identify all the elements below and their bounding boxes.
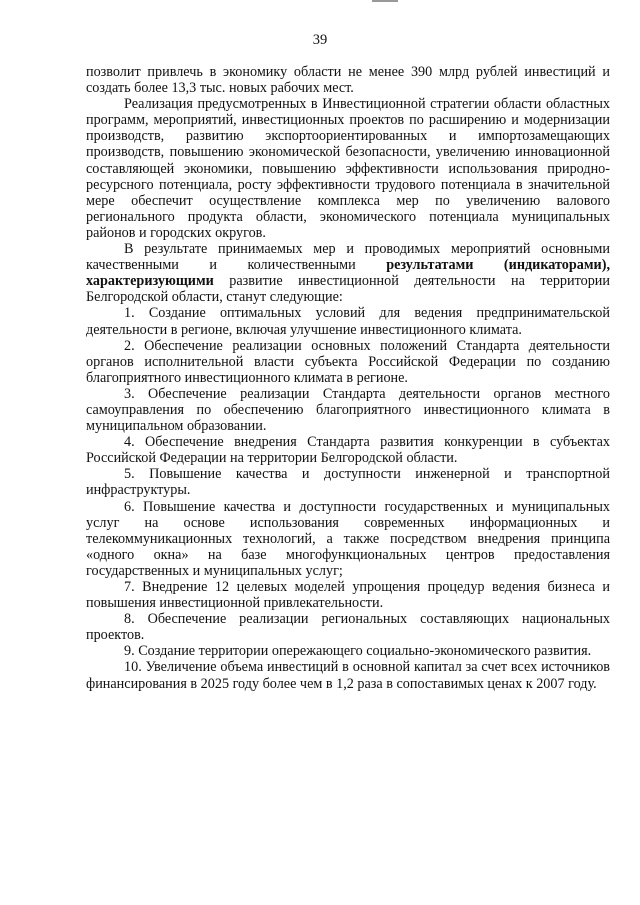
results-intro-tail: развитие инвестиционной деятельности на территории Белгородской области, станут следующие: — [86, 273, 610, 306]
list-item: 7. Внедрение 12 целевых моделей упрощения процедур ведения бизнеса и повышения инвестиционной привлекательности. — [86, 579, 610, 612]
list-item: 5. Повышение качества и доступности инженерной и транспортной инфраструктуры. — [86, 466, 610, 499]
scan-artifact — [372, 0, 398, 2]
list-item: 3. Обеспечение реализации Стандарта деятельности органов местного самоуправления по обеспечению благоприятного инвестиционного климата в муниципальном образовании. — [86, 385, 610, 435]
list-item: 9. Создание территории опережающего социально-экономического развития. — [124, 643, 592, 660]
list-item: 1. Создание оптимальных условий для ведения предпринимательской деятельности в регионе, включая улучшение инвестиционного климата. — [86, 305, 610, 338]
document-body — [86, 64, 610, 692]
paragraph-investment-strategy: Реализация предусмотренных в Инвестиционной стратегии области областных программ, мероприятий, инвестиционных проектов по расширению и модернизации производств, развитию экспортоориентированных и импортозамещающих производств, повышению экономической безопасности, увеличению инновационной составляющей экономики, повышению эффективности использования природно-ресурсного потенциала, росту эффективности трудового потенциала в значительной мере обеспечит осуществление комплекса мер по увеличению валового регионального продукта области, экономического потенциала муниципальных районов и городских округов. — [86, 96, 610, 241]
list-item: 6. Повышение качества и доступности государственных и муниципальных услуг на основе использования современных информационных и телекоммуникационных технологий, а также посредством внедрения принципа «одного окна» на базе многофункциональных центров предоставления государственных и муниципальных услуг; — [86, 498, 610, 579]
list-item: 4. Обеспечение внедрения Стандарта развития конкуренции в субъектах Российской Федерации на территории Белгородской области. — [86, 434, 610, 467]
list-item: 8. Обеспечение реализации региональных составляющих национальных проектов. — [86, 611, 610, 644]
page-number: 39 — [312, 32, 328, 48]
paragraph-continuation: позволит привлечь в экономику области не менее 390 млрд рублей инвестиций и создать более 13,3 тыс. новых рабочих мест. — [86, 64, 610, 97]
results-indicators-bold: результатами (индикаторами), характеризующими — [86, 257, 610, 290]
paragraph-results-intro — [86, 241, 610, 305]
list-item: 2. Обеспечение реализации основных положений Стандарта деятельности органов исполнительной власти субъекта Российской Федерации по созданию благоприятного инвестиционного климата в регионе. — [86, 337, 610, 386]
results-intro-text: В результате принимаемых мер и проводимых мероприятий основными качественными и количественными — [86, 241, 610, 274]
list-item: 10. Увеличение объема инвестиций в основной капитал за счет всех источников финансирования в 2025 году более чем в 1,2 раза в сопоставимых ценах к 2007 году. — [86, 659, 610, 692]
